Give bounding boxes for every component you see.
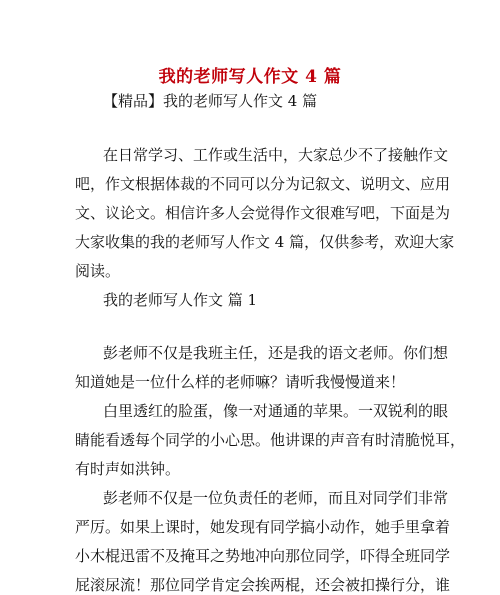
paragraph-line: 大家收集的我的老师写人作文 4 篇，仅供参考，欢迎大家 [75,233,455,251]
paragraph-line: 知道她是一位什么样的老师嘛？请听我慢慢道来！ [75,373,406,391]
document-title: 我的老师写人作文 4 篇 [158,67,342,87]
subtitle-line: 【精品】我的老师写人作文 4 篇 [103,92,318,110]
paragraph-line: 睛能看透每个同学的小心思。他讲课的声音有时清脆悦耳， [75,431,466,449]
paragraph-line: 有时声如洪钟。 [75,460,181,478]
section-heading: 我的老师写人作文 篇 1 [103,291,258,309]
paragraph-line: 阅读。 [75,262,121,280]
paragraph-line: 严厉。如果上课时，她发现有同学搞小动作，她手里拿着 [75,518,451,536]
paragraph-line: 白里透红的脸蛋，像一对通通的苹果。一双锐利的眼 [103,402,449,420]
paragraph-line: 小木棍迅雷不及掩耳之势地冲向那位同学，吓得全班同学 [75,547,451,565]
paragraph-line: 屁滚尿流！那位同学肯定会挨两棍，还会被扣操行分，谁 [75,576,451,594]
paragraph-line: 文、议论文。相信许多人会觉得作文很难写吧，下面是为 [75,204,451,222]
paragraph-line: 吧，作文根据体裁的不同可以分为记叙文、说明文、应用 [75,175,451,193]
paragraph-line: 彭老师不仅是我班主任，还是我的语文老师。你们想 [103,344,449,362]
paragraph-line: 彭老师不仅是一位负责任的老师，而且对同学们非常 [103,489,449,507]
paragraph-line: 在日常学习、工作或生活中，大家总少不了接触作文 [103,146,449,164]
